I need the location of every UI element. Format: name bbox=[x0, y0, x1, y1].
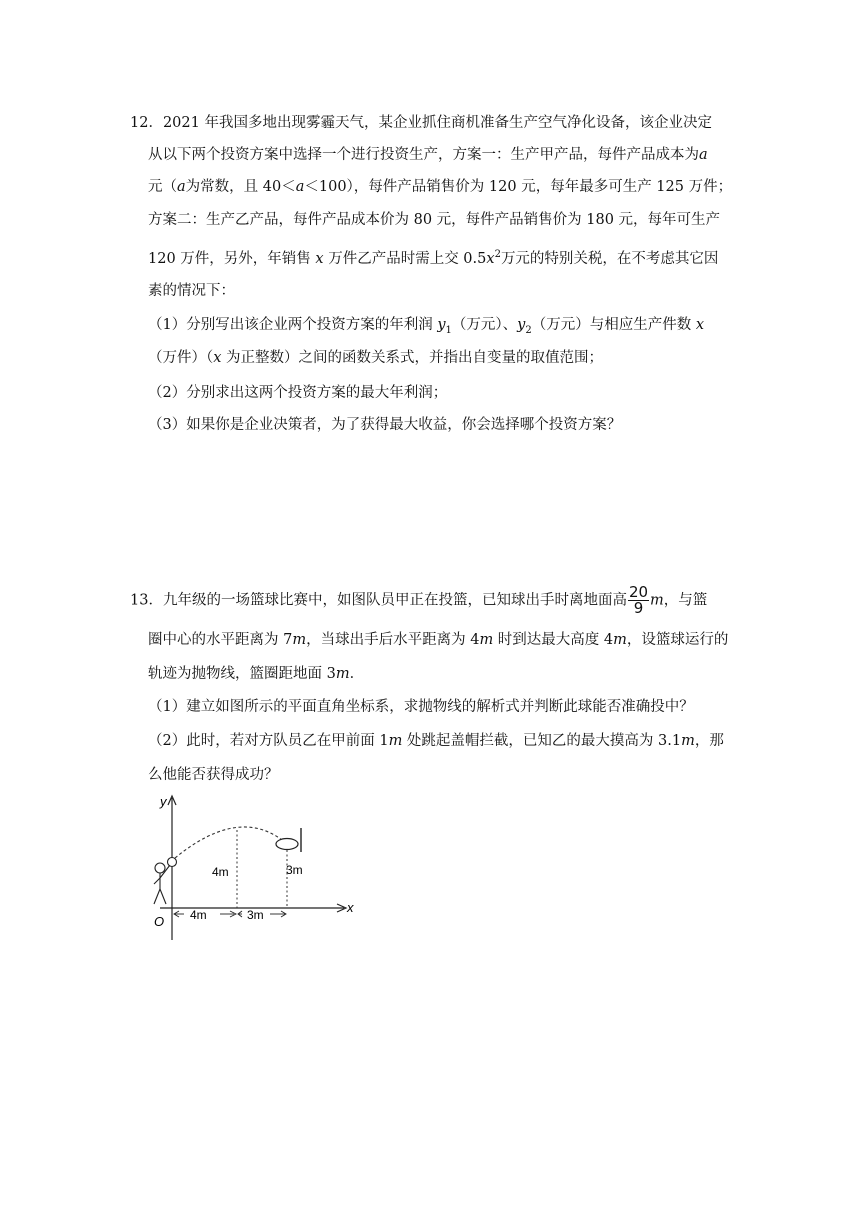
distance-label-4m: 4m bbox=[190, 908, 207, 922]
trajectory-curve bbox=[175, 827, 287, 858]
q13-line-1: 13．九年级的一场篮球比赛中，如图队员甲正在投篮，已知球出手时离地面高 $\frac{20}{9}$ m，与篮 bbox=[130, 583, 708, 617]
q12-line-3: 元（a为常数，且 40＜a＜100），每件产品销售价为 120 元，每年最多可生产 125 万件； bbox=[148, 179, 733, 195]
basketball-trajectory-figure bbox=[148, 792, 360, 944]
q12-part-1-line-1: （1）分别写出该企业两个投资方案的年利润 $y_1$（万元）、$y_2$（万元）与相应生产件数 x bbox=[148, 317, 705, 336]
distance-label-3m: 3m bbox=[247, 908, 264, 922]
q12-line-1: 12．2021 年我国多地出现雾霾天气，某企业抓住商机准备生产空气净化设备，该企业决定 bbox=[130, 115, 712, 131]
player-figure bbox=[154, 863, 170, 904]
q13-part-2-line-2: 么他能否获得成功？ bbox=[148, 767, 279, 783]
fraction-20-over-9: $\frac{20}{9}$ bbox=[628, 583, 649, 617]
q12-part-2: （2）分别求出这两个投资方案的最大年利润； bbox=[148, 385, 448, 401]
max-height-label: 4m bbox=[212, 865, 229, 879]
q13-part-1: （1）建立如图所示的平面直角坐标系，求抛物线的解析式并判断此球能否准确投中？ bbox=[148, 699, 694, 715]
x-axis-label: x bbox=[347, 900, 354, 915]
q13-part-2-line-1: （2）此时，若对方队员乙在甲前面 1m 处跳起盖帽拦截，已知乙的最大摸高为 3.1m，那 bbox=[148, 733, 724, 749]
q12-part-3: （3）如果你是企业决策者，为了获得最大收益，你会选择哪个投资方案？ bbox=[148, 417, 622, 433]
q12-line-2: 从以下两个投资方案中选择一个进行投资生产，方案一：生产甲产品，每件产品成本为a bbox=[148, 147, 708, 163]
origin-label: O bbox=[154, 914, 165, 929]
basketball bbox=[168, 858, 177, 867]
q12-line-5: 120 万件，另外，年销售 x 万件乙产品时需上交 $0.5x^2$万元的特别关税，在不考虑其它因 bbox=[148, 249, 719, 267]
hoop-height-label: 3m bbox=[286, 863, 303, 877]
q12-line-6: 素的情况下： bbox=[148, 283, 235, 299]
q12-line-4: 方案二：生产乙产品，每件产品成本价为 80 元，每件产品销售价为 180 元，每年可生产 bbox=[148, 212, 721, 228]
q13-line-2: 圈中心的水平距离为 7m，当球出手后水平距离为 4m 时到达最大高度 4m，设篮球运行的 bbox=[148, 632, 729, 648]
basketball-hoop bbox=[276, 839, 298, 850]
q12-part-1-line-2: （万件）（x 为正整数）之间的函数关系式，并指出自变量的取值范围； bbox=[148, 350, 604, 366]
q13-line-3: 轨迹为抛物线，篮圈距地面 3m． bbox=[148, 666, 365, 682]
y-axis-label: y bbox=[160, 794, 167, 809]
